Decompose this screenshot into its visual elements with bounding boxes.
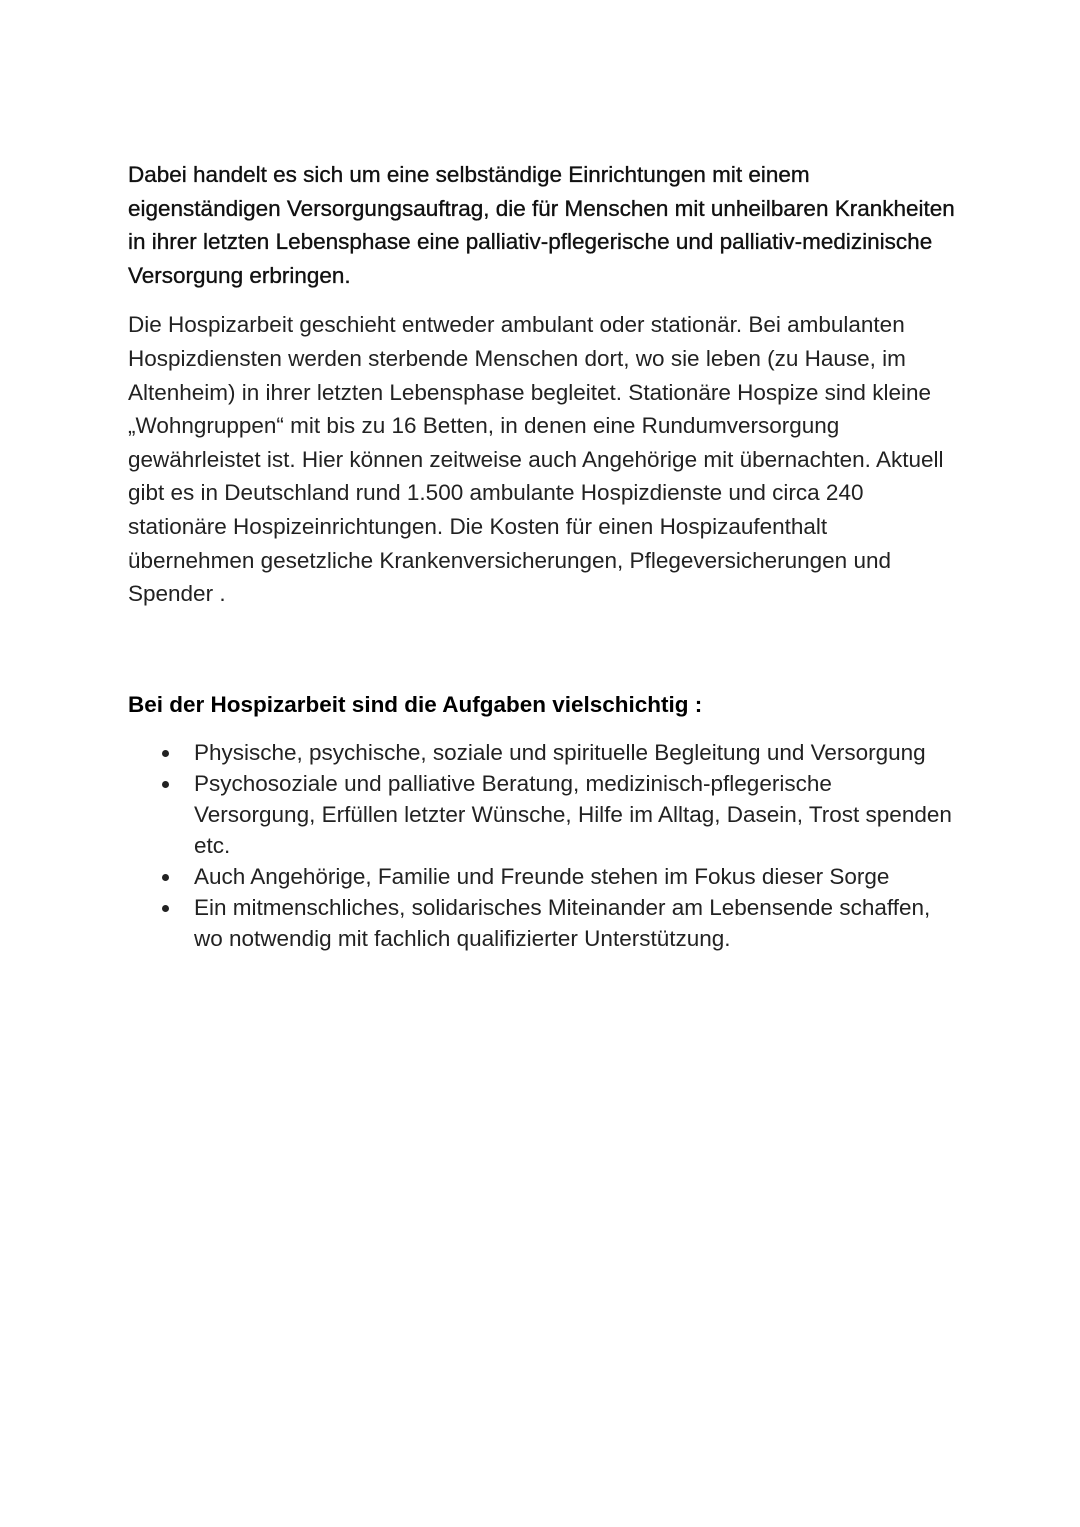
list-item [128, 768, 958, 861]
list-item [128, 892, 958, 954]
bullet-icon [162, 750, 169, 757]
bullet-icon [162, 874, 169, 881]
list-item-text: Physische, psychische, soziale und spirituelle Begleitung und Versorgung [194, 739, 926, 765]
list-item [128, 737, 958, 768]
body-paragraph: Die Hospizarbeit geschieht entweder ambulant oder stationär. Bei ambulanten Hospizdiensten werden sterbende Menschen dort, wo sie leben (zu Hause, im Altenheim) in ihrer letzten Lebensphase begleitet. Stationäre Hospize sind kleine „Wohngruppen“ mit bis zu 16 Betten, in denen eine Rundumversorgung gewährleistet ist. Hier können zeitweise auch Angehörige mit übernachten. Aktuell gibt es in Deutschland rund 1.500 ambulante Hospizdienste und circa 240 stationäre Hospizeinrichtungen. Die Kosten für einen Hospizaufenthalt übernehmen gesetzliche Krankenversicherungen, Pflegeversicherungen und Spender . [128, 312, 944, 607]
bullet-icon [162, 905, 169, 912]
bullet-icon [162, 781, 169, 788]
task-list [128, 737, 958, 954]
section-heading: Bei der Hospizarbeit sind die Aufgaben vielschichtig : [128, 691, 703, 717]
list-item-text: Ein mitmenschliches, solidarisches Miteinander am Lebensende schaffen, wo notwendig mit fachlich qualifizierter Unterstützung. [194, 894, 931, 951]
list-item [128, 861, 958, 892]
document-content [128, 158, 958, 954]
intro-paragraph: Dabei handelt es sich um eine selbständige Einrichtungen mit einem eigenständigen Versorgungsauftrag, die für Menschen mit unheilbaren Krankheiten in ihrer letzten Lebensphase eine palliativ-pflegerische und palliativ-medizinische Versorgung erbringen. [128, 162, 955, 288]
list-item-text: Auch Angehörige, Familie und Freunde stehen im Fokus dieser Sorge [194, 863, 890, 889]
list-item-text: Psychosoziale und palliative Beratung, medizinisch-pflegerische Versorgung, Erfüllen letzter Wünsche, Hilfe im Alltag, Dasein, Trost spenden etc. [194, 770, 952, 858]
